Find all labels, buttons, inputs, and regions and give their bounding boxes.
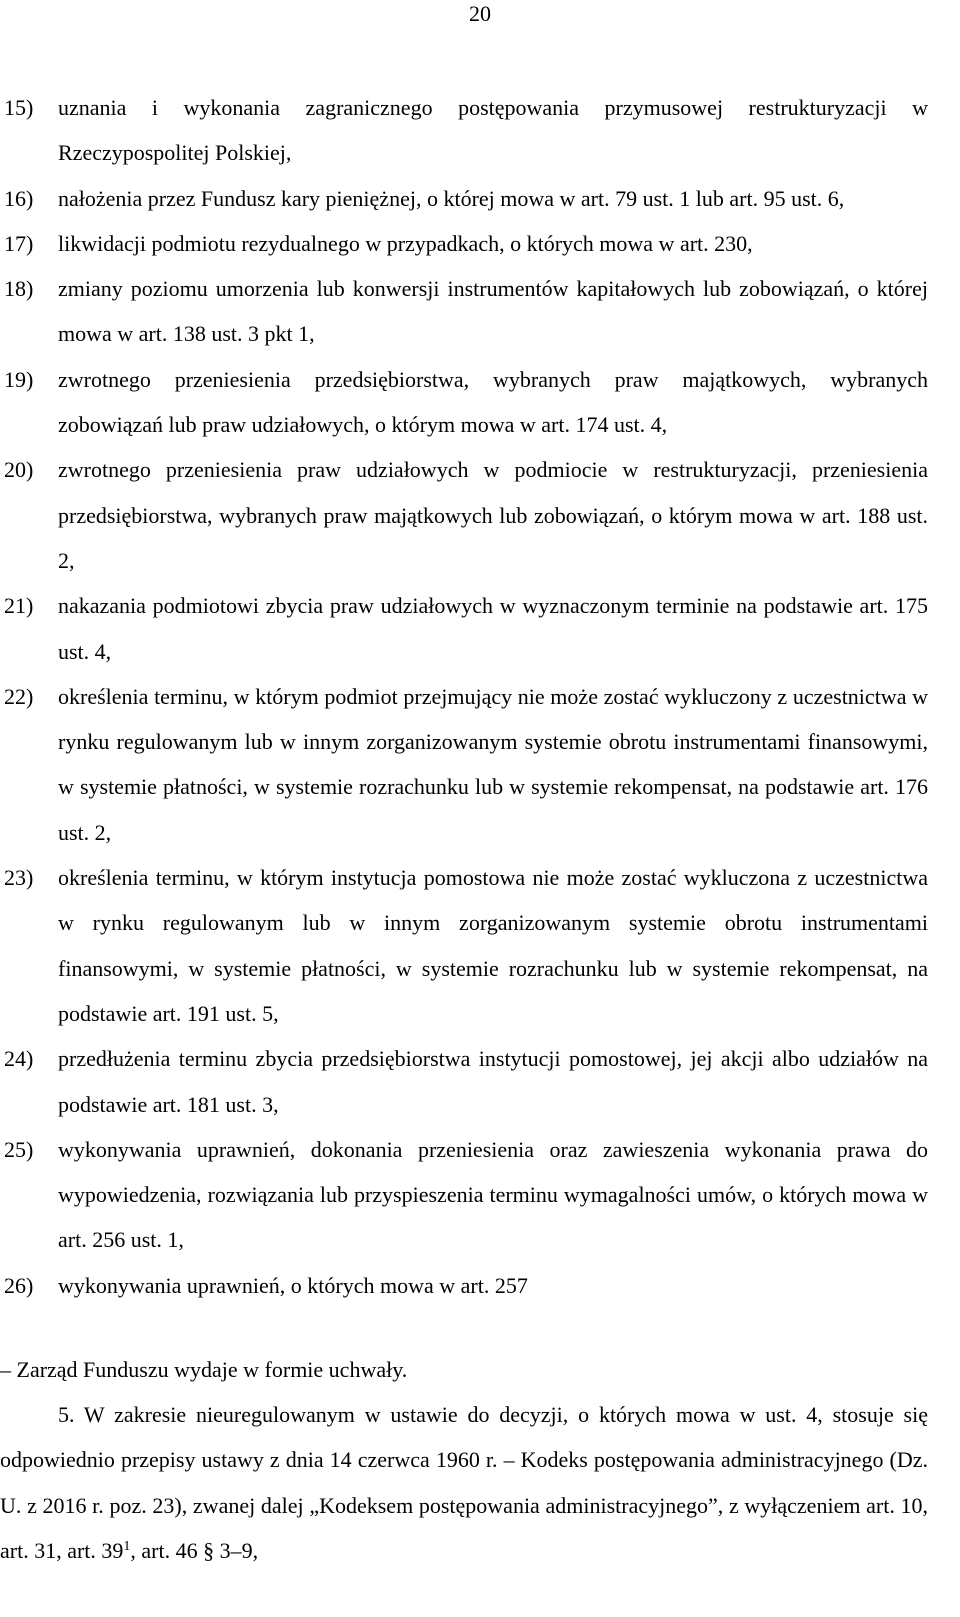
item-text: określenia terminu, w którym instytucja pomostowa nie może zostać wykluczona z uczestnictwa w rynku regulowanym lub w innym zorganizowanym systemie obrotu instrumentami finansowymi, w systemie płatności, w systemie rozrachunku lub w systemie rekompensat, na podstawie art. 191 ust. 5, — [58, 865, 928, 1026]
item-text: wykonywania uprawnień, dokonania przeniesienia oraz zawieszenia wykonania prawa do wypowiedzenia, rozwiązania lub przyspieszenia terminu wymagalności umów, o których mowa w art. 256 ust. 1, — [58, 1136, 928, 1253]
closing-line: – Zarząd Funduszu wydaje w formie uchwały. — [0, 1357, 408, 1382]
superscript: 1 — [123, 1538, 131, 1554]
item-number: 19) — [4, 366, 34, 392]
list-item — [0, 357, 928, 448]
item-text: likwidacji podmiotu rezydualnego w przypadkach, o których mowa w art. 230, — [58, 230, 753, 256]
list-item — [0, 583, 928, 674]
page-number: 20 — [469, 1, 491, 26]
list-item — [0, 447, 928, 583]
list-item — [0, 1036, 928, 1127]
paragraph-text: 5. W zakresie nieuregulowanym w ustawie do decyzji, o których mowa w ust. 4, stosuje się odpowiednio przepisy ustawy z dnia 14 czerwca 1960 r. – Kodeks postępowania administracyjnego (Dz. U. z 2016 r. poz. 23), zwanej dalej „Kodeksem postępowania administracyjnego”, z wyłączeniem art. 10, art. 31, art. 39 — [0, 1402, 928, 1563]
item-number: 15) — [4, 95, 34, 120]
list-item — [0, 855, 928, 1036]
item-number: 21) — [4, 593, 34, 619]
list-item — [0, 1127, 928, 1263]
list-item — [0, 85, 928, 176]
item-number: 24) — [4, 1046, 34, 1072]
paragraph-text-tail: , art. 46 § 3–9, — [130, 1537, 259, 1563]
item-text: nakazania podmiotowi zbycia praw udziałowych w wyznaczonym terminie na podstawie art. 175 ust. 4, — [58, 593, 928, 664]
item-text: nałożenia przez Fundusz kary pieniężnej, o której mowa w art. 79 ust. 1 lub art. 95 ust. 6, — [58, 185, 845, 211]
item-text: zwrotnego przeniesienia praw udziałowych w podmiocie w restrukturyzacji, przeniesienia przedsiębiorstwa, wybranych praw majątkowych lub zobowiązań, o którym mowa w art. 188 ust. 2, — [58, 457, 928, 573]
item-number: 23) — [4, 865, 34, 891]
list-item — [0, 176, 928, 221]
item-number: 17) — [4, 230, 34, 256]
item-number: 16) — [4, 185, 34, 211]
list-item — [0, 266, 928, 357]
item-number: 26) — [4, 1272, 34, 1298]
item-text: zwrotnego przeniesienia przedsiębiorstwa, wybranych praw majątkowych, wybranych zobowiązań lub praw udziałowych, o którym mowa w art. 174 ust. 4, — [58, 366, 928, 438]
item-number: 22) — [4, 683, 34, 709]
item-number: 20) — [4, 457, 34, 483]
item-text: przedłużenia terminu zbycia przedsiębiorstwa instytucji pomostowej, jej akcji albo udziałów na podstawie art. 181 ust. 3, — [58, 1046, 928, 1117]
item-number: 18) — [4, 276, 34, 302]
paragraph-5 — [0, 1392, 928, 1573]
item-number: 25) — [4, 1136, 34, 1162]
item-text: zmiany poziomu umorzenia lub konwersji instrumentów kapitałowych lub zobowiązań, o której mowa w art. 138 ust. 3 pkt 1, — [58, 276, 928, 347]
list-item — [0, 674, 928, 855]
item-text: określenia terminu, w którym podmiot przejmujący nie może zostać wykluczony z uczestnictwa w rynku regulowanym lub w innym zorganizowanym systemie obrotu instrumentami finansowymi, w systemie płatności, w systemie rozrachunku lub w systemie rekompensat, na podstawie art. 176 ust. 2, — [58, 683, 928, 845]
item-text: wykonywania uprawnień, o których mowa w art. 257 — [58, 1272, 528, 1298]
item-text: uznania i wykonania zagranicznego postępowania przymusowej restrukturyzacji w Rzeczypospolitej Polskiej, — [58, 95, 928, 166]
list-item — [0, 221, 928, 266]
enumerated-list — [0, 85, 928, 1308]
list-item — [0, 1263, 928, 1308]
